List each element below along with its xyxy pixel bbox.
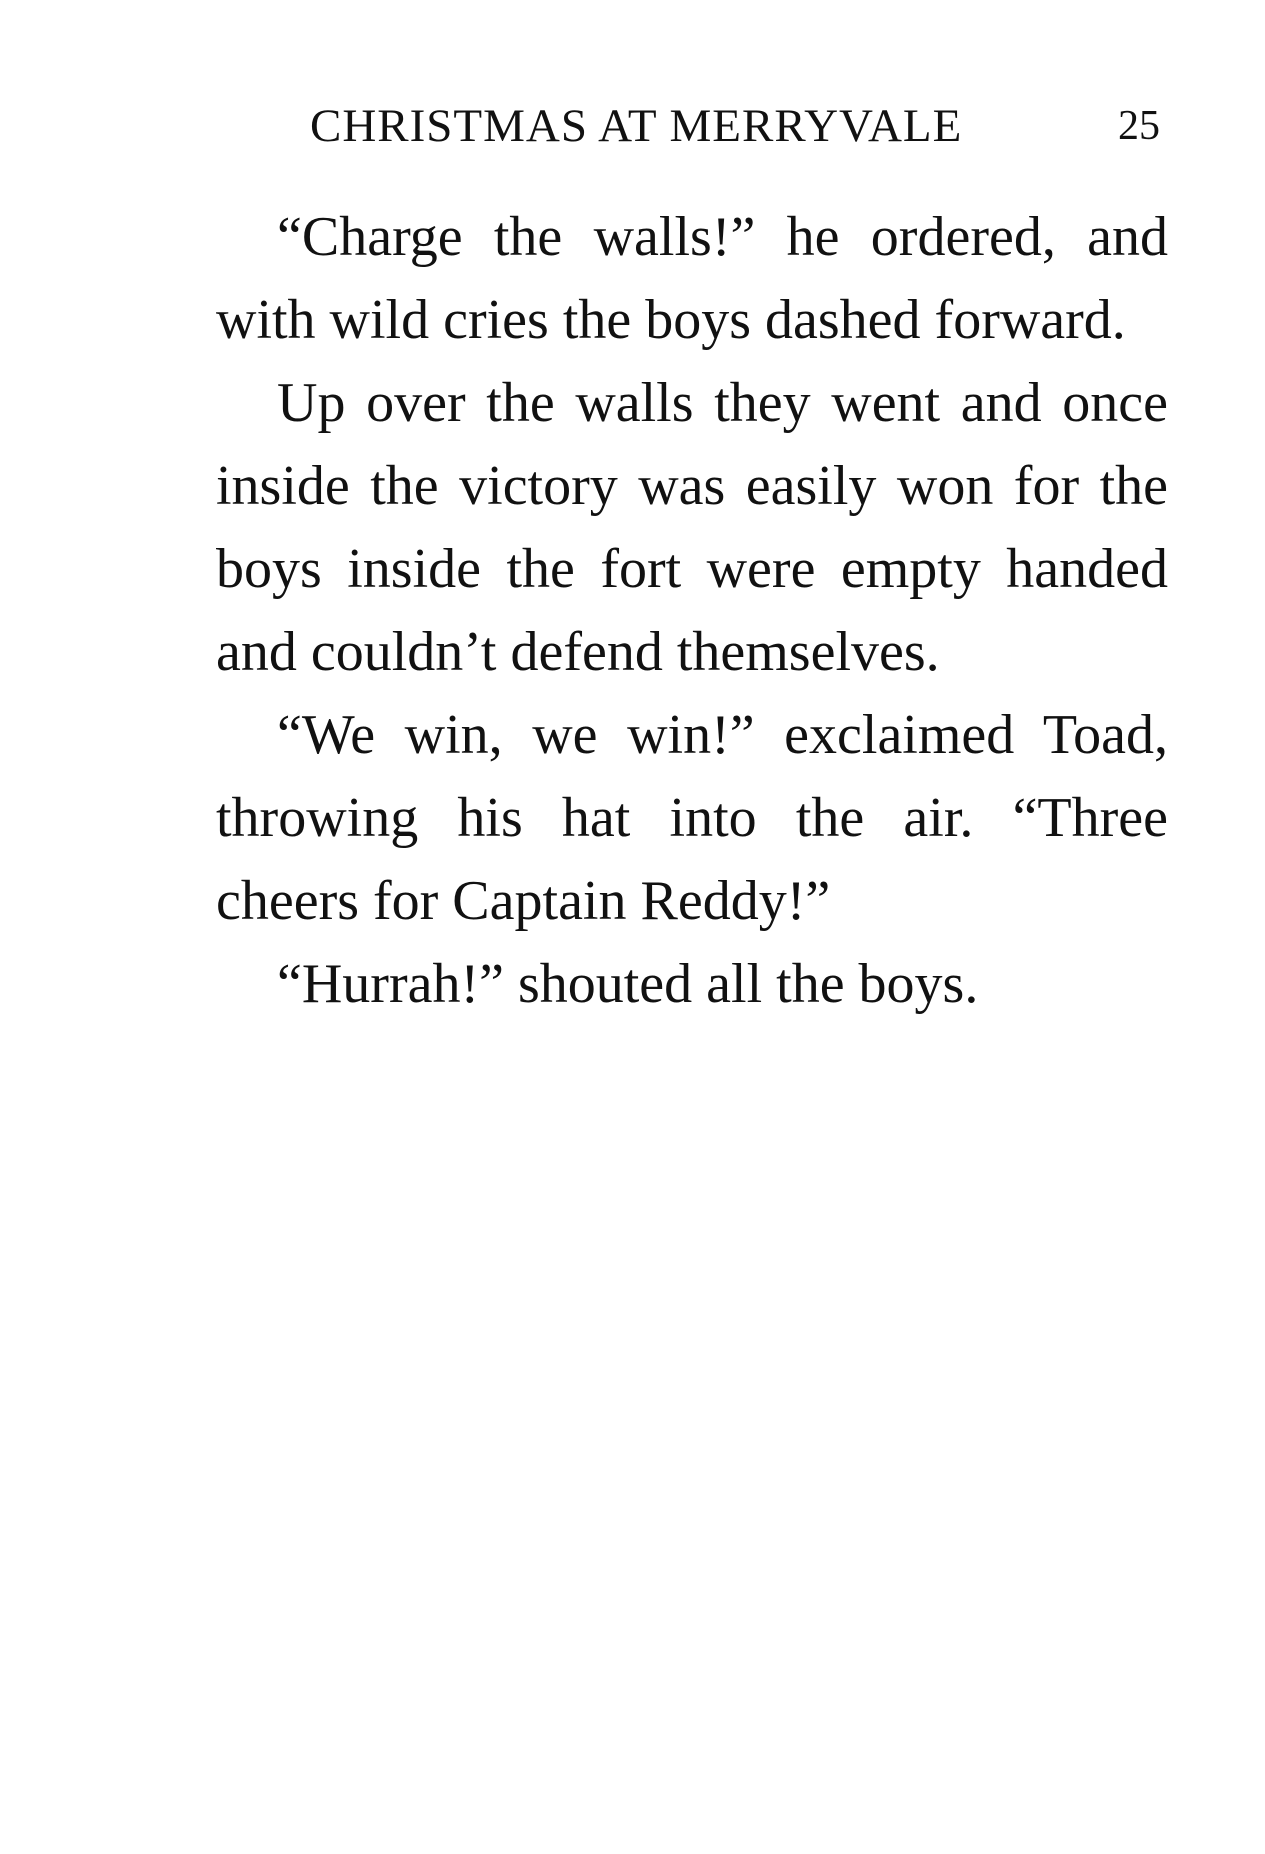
paragraph: “Charge the walls!” he ordered, and with wild cries the boys dashed forward. <box>216 206 1168 351</box>
page-number: 25 <box>1118 103 1160 149</box>
paragraph: “We win, we win!” exclaimed Toad, throwing his hat into the air. “Three cheers for Captain Reddy!” <box>216 704 1168 932</box>
running-title: CHRISTMAS AT MERRYVALE <box>310 100 963 152</box>
running-head <box>310 96 1160 156</box>
paragraph: Up over the walls they went and once inside the victory was easily won for the boys inside the fort were empty handed and couldn’t defend themselves. <box>216 372 1168 683</box>
paragraph: “Hurrah!” shouted all the boys. <box>277 953 979 1015</box>
body-text <box>216 196 1168 1026</box>
